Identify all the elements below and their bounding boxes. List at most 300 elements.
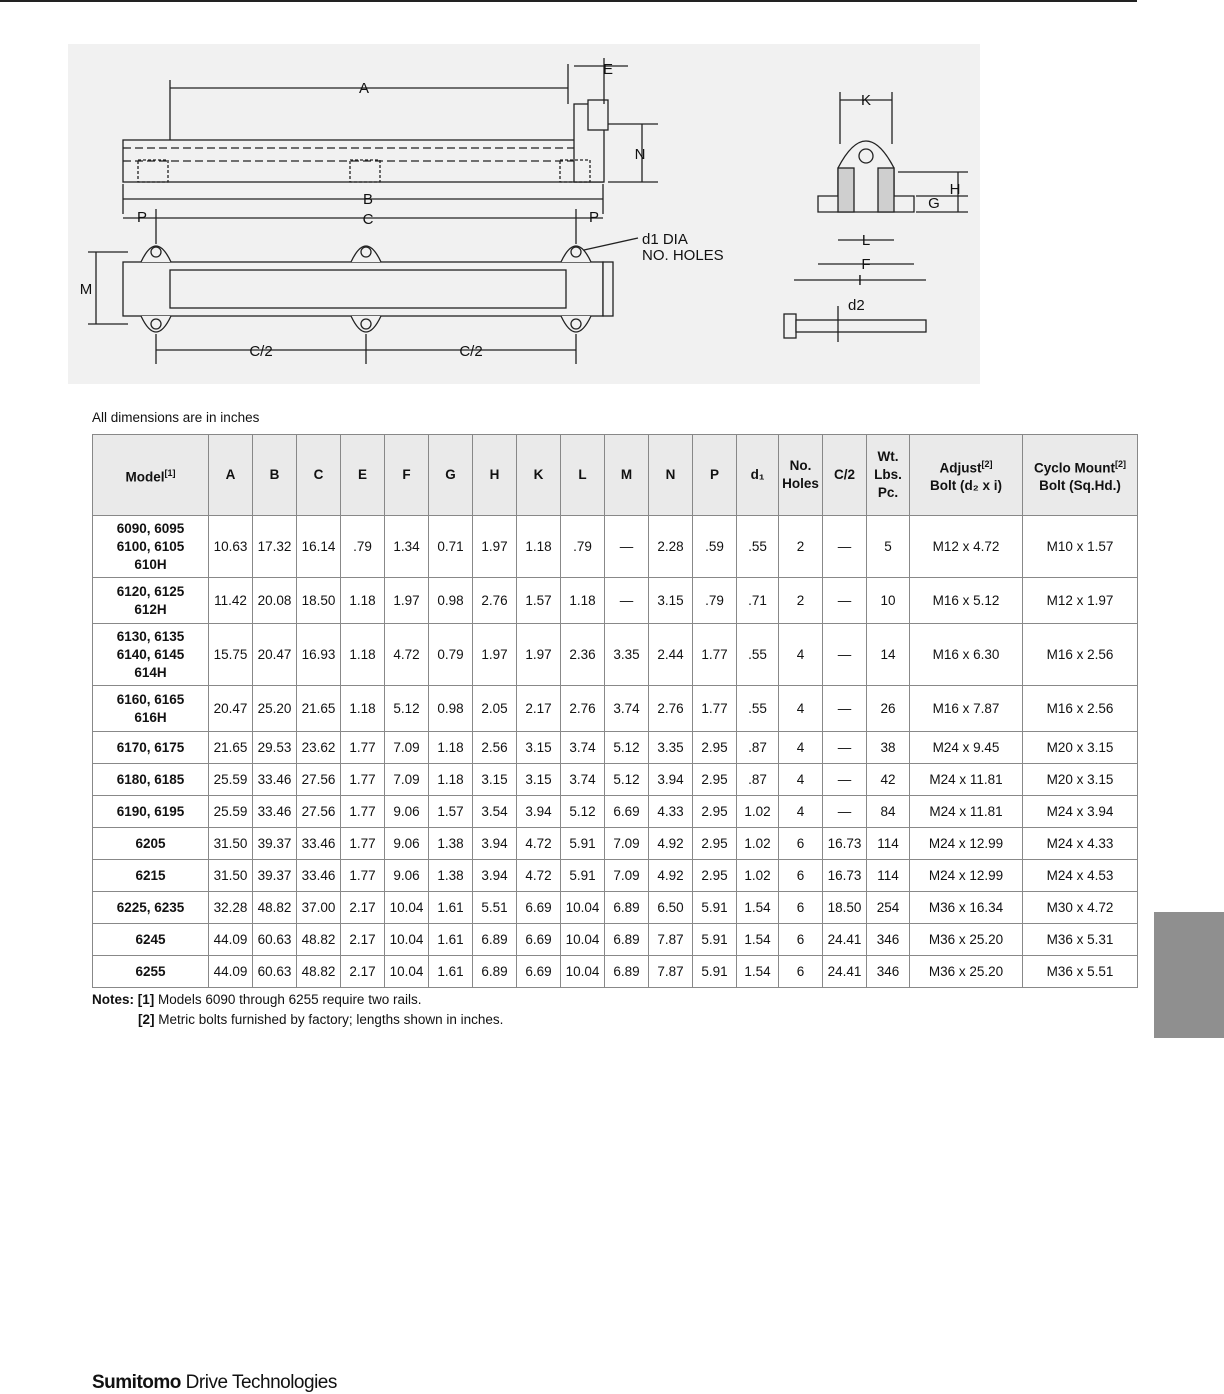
value-cell: 1.18 <box>341 578 385 624</box>
value-cell: 16.73 <box>823 828 867 860</box>
value-cell: 1.77 <box>341 860 385 892</box>
logo-brand: Sumitomo <box>92 1372 181 1393</box>
value-cell: 1.77 <box>693 686 737 732</box>
value-cell: M12 x 4.72 <box>910 516 1023 578</box>
value-cell: 4 <box>779 624 823 686</box>
table-row <box>93 956 1138 988</box>
value-cell: 114 <box>867 828 910 860</box>
value-cell: 4.92 <box>649 860 693 892</box>
value-cell: — <box>823 764 867 796</box>
value-cell: 2.17 <box>517 686 561 732</box>
value-cell: 31.50 <box>209 828 253 860</box>
value-cell: 10.04 <box>561 892 605 924</box>
value-cell: 1.77 <box>693 624 737 686</box>
value-cell: 44.09 <box>209 956 253 988</box>
value-cell: 5.12 <box>561 796 605 828</box>
value-cell: M16 x 6.30 <box>910 624 1023 686</box>
value-cell: 9.06 <box>385 796 429 828</box>
value-cell: 3.15 <box>473 764 517 796</box>
rail-plan-end-block <box>603 262 613 316</box>
value-cell: 1.54 <box>737 892 779 924</box>
table-row <box>93 732 1138 764</box>
value-cell: 44.09 <box>209 924 253 956</box>
label-A: A <box>358 80 370 97</box>
value-cell: 48.82 <box>297 924 341 956</box>
note-1 <box>92 990 503 1010</box>
value-cell: 2.95 <box>693 828 737 860</box>
model-cell <box>93 686 209 732</box>
value-cell: 5.91 <box>561 828 605 860</box>
value-cell: .55 <box>737 686 779 732</box>
value-cell: .79 <box>341 516 385 578</box>
value-cell: 2.76 <box>473 578 517 624</box>
value-cell: 4 <box>779 796 823 828</box>
dimensions-caption: All dimensions are in inches <box>92 410 260 425</box>
model-name: 614H <box>134 664 167 680</box>
rail-plan-ear-top-2 <box>351 246 381 262</box>
label-P-left: P <box>136 209 148 226</box>
header-E: E <box>341 435 385 516</box>
model-name: 6140, 6145 <box>116 646 185 662</box>
value-cell: 7.87 <box>649 924 693 956</box>
model-name: 6190, 6195 <box>116 803 185 819</box>
value-cell: .71 <box>737 578 779 624</box>
value-cell: 6.69 <box>517 956 561 988</box>
label-F: F <box>861 256 871 273</box>
value-cell: 3.54 <box>473 796 517 828</box>
value-cell: 4 <box>779 686 823 732</box>
label-C2-left: C/2 <box>249 343 273 360</box>
model-name: 6205 <box>135 835 166 851</box>
value-cell: 2.05 <box>473 686 517 732</box>
value-cell: 4.33 <box>649 796 693 828</box>
value-cell: 3.94 <box>517 796 561 828</box>
value-cell: 0.71 <box>429 516 473 578</box>
header-C: C <box>297 435 341 516</box>
value-cell: — <box>823 796 867 828</box>
header-cyclo-bolt: Cyclo Mount[2] Bolt (Sq.Hd.) <box>1023 435 1138 516</box>
value-cell: M30 x 4.72 <box>1023 892 1138 924</box>
value-cell: .79 <box>693 578 737 624</box>
value-cell: M24 x 11.81 <box>910 796 1023 828</box>
label-no-holes: NO. HOLES <box>642 247 724 264</box>
header-no-holes: No. Holes <box>779 435 823 516</box>
value-cell: 25.59 <box>209 796 253 828</box>
value-cell: 7.09 <box>385 732 429 764</box>
value-cell: 29.53 <box>253 732 297 764</box>
value-cell: 6.50 <box>649 892 693 924</box>
value-cell: 25.59 <box>209 764 253 796</box>
header-c2: C/2 <box>823 435 867 516</box>
value-cell: 20.08 <box>253 578 297 624</box>
label-C2-right: C/2 <box>459 343 483 360</box>
value-cell: 14 <box>867 624 910 686</box>
model-cell <box>93 860 209 892</box>
top-rule <box>0 0 1137 2</box>
value-cell: 18.50 <box>823 892 867 924</box>
value-cell: 26 <box>867 686 910 732</box>
value-cell: 10 <box>867 578 910 624</box>
value-cell: 60.63 <box>253 924 297 956</box>
value-cell: 5.12 <box>605 764 649 796</box>
value-cell: 3.94 <box>649 764 693 796</box>
rail-drawing <box>68 44 980 384</box>
value-cell: 24.41 <box>823 956 867 988</box>
value-cell: M24 x 12.99 <box>910 860 1023 892</box>
model-cell <box>93 578 209 624</box>
model-cell <box>93 956 209 988</box>
model-cell <box>93 624 209 686</box>
value-cell: .79 <box>561 516 605 578</box>
value-cell: 1.38 <box>429 860 473 892</box>
value-cell: .87 <box>737 764 779 796</box>
note-2-text: Metric bolts furnished by factory; lengths shown in inches. <box>158 1012 504 1027</box>
note-2-mark: [2] <box>138 1012 155 1027</box>
value-cell: 48.82 <box>297 956 341 988</box>
value-cell: 1.61 <box>429 956 473 988</box>
header-model: Model[1] <box>93 435 209 516</box>
label-G: G <box>928 195 940 212</box>
value-cell: 6.89 <box>605 924 649 956</box>
value-cell: 5.91 <box>693 892 737 924</box>
value-cell: 6.89 <box>473 924 517 956</box>
value-cell: 4.72 <box>385 624 429 686</box>
model-name: 6225, 6235 <box>116 899 185 915</box>
value-cell: 3.74 <box>605 686 649 732</box>
rail-plan-ear-top-1 <box>141 246 171 262</box>
value-cell: 3.35 <box>649 732 693 764</box>
value-cell: .87 <box>737 732 779 764</box>
table-row <box>93 578 1138 624</box>
value-cell: 6.69 <box>517 924 561 956</box>
value-cell: 1.97 <box>385 578 429 624</box>
label-C: C <box>362 211 374 228</box>
value-cell: 1.02 <box>737 796 779 828</box>
value-cell: 114 <box>867 860 910 892</box>
value-cell: 5 <box>867 516 910 578</box>
header-adjust-bolt: Adjust[2] Bolt (d₂ x i) <box>910 435 1023 516</box>
model-cell <box>93 732 209 764</box>
label-H: H <box>949 181 961 198</box>
value-cell: 6.89 <box>605 892 649 924</box>
value-cell: M10 x 1.57 <box>1023 516 1138 578</box>
value-cell: 0.98 <box>429 578 473 624</box>
model-name: 6255 <box>135 963 166 979</box>
table-row <box>93 796 1138 828</box>
notes-label: Notes: <box>92 992 135 1007</box>
value-cell: 1.18 <box>341 624 385 686</box>
value-cell: 2.76 <box>649 686 693 732</box>
value-cell: M24 x 9.45 <box>910 732 1023 764</box>
value-cell: 11.42 <box>209 578 253 624</box>
value-cell: 1.02 <box>737 860 779 892</box>
model-name: 612H <box>134 601 167 617</box>
value-cell: 3.35 <box>605 624 649 686</box>
model-name: 610H <box>134 556 167 572</box>
value-cell: 6.69 <box>517 892 561 924</box>
value-cell: 2.17 <box>341 892 385 924</box>
label-B: B <box>362 191 374 208</box>
model-name: 6130, 6135 <box>116 628 185 644</box>
logo-suffix: Drive Technologies <box>185 1372 337 1393</box>
value-cell: M36 x 5.51 <box>1023 956 1138 988</box>
value-cell: M36 x 25.20 <box>910 956 1023 988</box>
value-cell: M16 x 2.56 <box>1023 686 1138 732</box>
value-cell: 1.77 <box>341 828 385 860</box>
value-cell: 1.38 <box>429 828 473 860</box>
value-cell: M36 x 25.20 <box>910 924 1023 956</box>
value-cell: 7.09 <box>385 764 429 796</box>
note-1-mark: [1] <box>137 992 155 1007</box>
header-P: P <box>693 435 737 516</box>
label-I: I <box>857 272 863 289</box>
value-cell: 4.72 <box>517 828 561 860</box>
value-cell: 6.89 <box>605 956 649 988</box>
value-cell: 3.74 <box>561 732 605 764</box>
value-cell: 33.46 <box>253 764 297 796</box>
value-cell: 37.00 <box>297 892 341 924</box>
value-cell: 2 <box>779 578 823 624</box>
header-A: A <box>209 435 253 516</box>
label-N: N <box>634 146 646 163</box>
value-cell: 3.15 <box>649 578 693 624</box>
value-cell: 5.91 <box>693 924 737 956</box>
value-cell: 5.12 <box>605 732 649 764</box>
value-cell: M16 x 2.56 <box>1023 624 1138 686</box>
value-cell: 6 <box>779 860 823 892</box>
value-cell: 7.09 <box>605 828 649 860</box>
value-cell: 10.04 <box>385 892 429 924</box>
value-cell: 1.02 <box>737 828 779 860</box>
value-cell: 60.63 <box>253 956 297 988</box>
header-L: L <box>561 435 605 516</box>
value-cell: 346 <box>867 924 910 956</box>
header-d1: d₁ <box>737 435 779 516</box>
model-cell <box>93 924 209 956</box>
value-cell: 48.82 <box>253 892 297 924</box>
value-cell: M20 x 3.15 <box>1023 732 1138 764</box>
value-cell: 346 <box>867 956 910 988</box>
table-notes <box>92 990 503 1030</box>
value-cell: 3.94 <box>473 828 517 860</box>
note-1-text: Models 6090 through 6255 require two rails. <box>158 992 422 1007</box>
value-cell: 23.62 <box>297 732 341 764</box>
value-cell: 10.04 <box>561 924 605 956</box>
value-cell: 9.06 <box>385 828 429 860</box>
label-P-right: P <box>588 209 600 226</box>
value-cell: 10.63 <box>209 516 253 578</box>
model-name: 6170, 6175 <box>116 739 185 755</box>
value-cell: M16 x 5.12 <box>910 578 1023 624</box>
value-cell: 1.61 <box>429 892 473 924</box>
table-header-row <box>93 435 1138 516</box>
value-cell: 1.54 <box>737 924 779 956</box>
value-cell: 4 <box>779 764 823 796</box>
rail-end-view-body <box>818 141 914 212</box>
value-cell: 2.17 <box>341 956 385 988</box>
value-cell: — <box>823 624 867 686</box>
model-cell <box>93 516 209 578</box>
value-cell: .55 <box>737 624 779 686</box>
value-cell: 0.98 <box>429 686 473 732</box>
value-cell: 27.56 <box>297 796 341 828</box>
value-cell: M24 x 4.53 <box>1023 860 1138 892</box>
value-cell: 5.51 <box>473 892 517 924</box>
value-cell: 10.04 <box>385 924 429 956</box>
value-cell: 27.56 <box>297 764 341 796</box>
value-cell: 24.41 <box>823 924 867 956</box>
value-cell: 6 <box>779 828 823 860</box>
model-name: 6215 <box>135 867 166 883</box>
value-cell: 33.46 <box>297 828 341 860</box>
value-cell: 17.32 <box>253 516 297 578</box>
value-cell: 2.56 <box>473 732 517 764</box>
value-cell: 1.97 <box>473 516 517 578</box>
table-row <box>93 686 1138 732</box>
label-M: M <box>79 281 93 298</box>
value-cell: 1.54 <box>737 956 779 988</box>
rail-drawing-svg <box>68 44 980 384</box>
header-F: F <box>385 435 429 516</box>
model-cell <box>93 764 209 796</box>
model-cell <box>93 796 209 828</box>
label-E: E <box>602 61 614 78</box>
table-row <box>93 860 1138 892</box>
value-cell: 6.89 <box>473 956 517 988</box>
header-K: K <box>517 435 561 516</box>
value-cell: 4 <box>779 732 823 764</box>
value-cell: 5.91 <box>693 956 737 988</box>
value-cell: 1.77 <box>341 796 385 828</box>
value-cell: 10.04 <box>385 956 429 988</box>
value-cell: 2.28 <box>649 516 693 578</box>
value-cell: 2 <box>779 516 823 578</box>
value-cell: 6 <box>779 892 823 924</box>
value-cell: 0.79 <box>429 624 473 686</box>
label-L: L <box>861 232 871 249</box>
table-row <box>93 624 1138 686</box>
model-name: 6160, 6165 <box>116 691 185 707</box>
value-cell: 5.91 <box>561 860 605 892</box>
value-cell: 4.72 <box>517 860 561 892</box>
value-cell: .55 <box>737 516 779 578</box>
value-cell: 38 <box>867 732 910 764</box>
value-cell: 1.18 <box>429 732 473 764</box>
model-name: 6120, 6125 <box>116 583 185 599</box>
value-cell: 7.09 <box>605 860 649 892</box>
rail-side-bolt-head <box>588 100 608 130</box>
value-cell: 21.65 <box>209 732 253 764</box>
value-cell: 1.18 <box>561 578 605 624</box>
value-cell: 1.77 <box>341 764 385 796</box>
value-cell: 20.47 <box>209 686 253 732</box>
value-cell: 3.15 <box>517 732 561 764</box>
value-cell: 9.06 <box>385 860 429 892</box>
value-cell: 3.74 <box>561 764 605 796</box>
value-cell: 16.73 <box>823 860 867 892</box>
value-cell: 33.46 <box>253 796 297 828</box>
value-cell: 6 <box>779 956 823 988</box>
value-cell: 84 <box>867 796 910 828</box>
model-cell <box>93 892 209 924</box>
rail-end-view-hatch-right <box>878 168 894 212</box>
bolt-shank <box>796 320 926 332</box>
value-cell: 2.44 <box>649 624 693 686</box>
value-cell: 254 <box>867 892 910 924</box>
value-cell: 18.50 <box>297 578 341 624</box>
value-cell: M16 x 7.87 <box>910 686 1023 732</box>
value-cell: 2.95 <box>693 796 737 828</box>
value-cell: M12 x 1.97 <box>1023 578 1138 624</box>
value-cell: 4.92 <box>649 828 693 860</box>
value-cell: 3.94 <box>473 860 517 892</box>
header-H: H <box>473 435 517 516</box>
value-cell: 31.50 <box>209 860 253 892</box>
value-cell: — <box>605 578 649 624</box>
value-cell: 1.57 <box>517 578 561 624</box>
value-cell: 3.15 <box>517 764 561 796</box>
value-cell: — <box>823 686 867 732</box>
value-cell: 1.34 <box>385 516 429 578</box>
table-row <box>93 516 1138 578</box>
value-cell: 6 <box>779 924 823 956</box>
value-cell: 2.95 <box>693 732 737 764</box>
value-cell: 1.18 <box>341 686 385 732</box>
value-cell: 25.20 <box>253 686 297 732</box>
model-name: 616H <box>134 709 167 725</box>
value-cell: 5.12 <box>385 686 429 732</box>
value-cell: — <box>605 516 649 578</box>
value-cell: M24 x 11.81 <box>910 764 1023 796</box>
value-cell: 2.95 <box>693 764 737 796</box>
note-2 <box>92 1010 503 1030</box>
header-B: B <box>253 435 297 516</box>
value-cell: 2.76 <box>561 686 605 732</box>
table-row <box>93 828 1138 860</box>
table-row <box>93 892 1138 924</box>
value-cell: — <box>823 516 867 578</box>
header-G: G <box>429 435 473 516</box>
value-cell: M24 x 4.33 <box>1023 828 1138 860</box>
sumitomo-logo <box>92 1372 337 1394</box>
value-cell: — <box>823 578 867 624</box>
value-cell: 42 <box>867 764 910 796</box>
value-cell: M36 x 5.31 <box>1023 924 1138 956</box>
value-cell: M36 x 16.34 <box>910 892 1023 924</box>
rail-dimension-table <box>92 434 1138 988</box>
value-cell: 39.37 <box>253 860 297 892</box>
value-cell: 2.95 <box>693 860 737 892</box>
label-d2: d2 <box>848 297 865 314</box>
table-row <box>93 924 1138 956</box>
header-N: N <box>649 435 693 516</box>
value-cell: M20 x 3.15 <box>1023 764 1138 796</box>
value-cell: 2.36 <box>561 624 605 686</box>
value-cell: — <box>823 732 867 764</box>
rail-end-view-hatch-left <box>838 168 854 212</box>
value-cell: M24 x 12.99 <box>910 828 1023 860</box>
value-cell: 16.93 <box>297 624 341 686</box>
value-cell: 33.46 <box>297 860 341 892</box>
model-name: 6245 <box>135 931 166 947</box>
label-d1-dia: d1 DIA <box>642 231 688 248</box>
value-cell: 20.47 <box>253 624 297 686</box>
value-cell: 1.61 <box>429 924 473 956</box>
label-K: K <box>860 92 872 109</box>
header-M: M <box>605 435 649 516</box>
value-cell: 10.04 <box>561 956 605 988</box>
value-cell: 1.18 <box>429 764 473 796</box>
